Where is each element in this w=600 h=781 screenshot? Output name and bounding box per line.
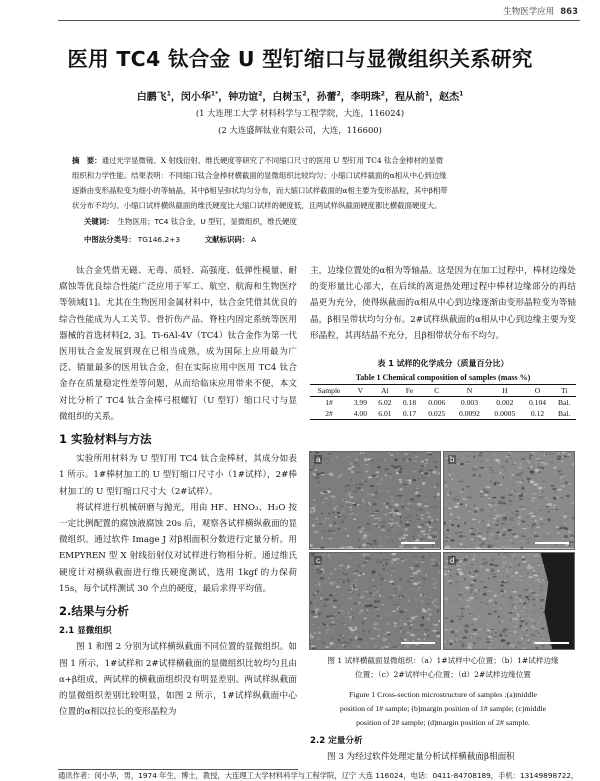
keywords-text: 生物医用；TC4 钛合金，U 型钉，显微组织，维氏硬度 xyxy=(117,217,297,226)
chemical-composition-table xyxy=(310,384,576,420)
table-header-cell: Fe xyxy=(405,386,414,396)
scale-bar xyxy=(401,542,435,544)
author-superscript: 2 xyxy=(258,90,263,98)
clc-code: TG146.2+3 xyxy=(137,235,181,244)
table-cell: 4.00 xyxy=(353,409,367,419)
table-cell: 6.02 xyxy=(378,398,392,408)
abstract xyxy=(72,153,542,213)
abstract-label: 摘 要： xyxy=(72,156,102,165)
table-cell: 1# xyxy=(325,398,333,408)
table-cell: 0.104 xyxy=(528,398,547,408)
table-cell: 0.12 xyxy=(530,409,545,419)
keywords xyxy=(84,216,297,227)
table-row xyxy=(310,397,576,409)
right-column xyxy=(310,263,576,420)
scale-bar xyxy=(535,642,569,644)
running-header xyxy=(503,5,578,17)
table-cell: Bal. xyxy=(558,398,571,408)
table-cell: 3.99 xyxy=(353,398,367,408)
caption-line: 图 1 试样横截面显微组织：（a）1#试样中心位置；（b）1#试样边缘 xyxy=(327,656,559,665)
table-cell: 0.006 xyxy=(428,398,446,408)
table-cell: Bal. xyxy=(558,409,571,419)
section-1-paragraph: 将试样进行机械研磨与抛光，用由 HF、HNO₃、H₂O 按一定比例配置的腐蚀液腐蚀 20s 后，观察各试样横纵截面的显微组织。通过软件 Image J 对β相面积分数进行定量分析。用 EMPYREN 型 X 射线衍射仪对试样进行物相分析。通过维氏硬度计对横纵截面进行维氏硬度测试，选用 1kgf 的力保荷 15s，每个试样测试 30 个点的硬度，最后求得平均值。 xyxy=(59,502,297,594)
table-body xyxy=(310,397,576,420)
table-cell: 0.17 xyxy=(402,409,417,419)
author-name: 白鹏飞 xyxy=(136,92,167,103)
table-cell: 0.0005 xyxy=(494,409,516,419)
paper-title: 医用 TC4 钛合金 U 型钉缩口与显微组织关系研究 xyxy=(67,47,533,71)
figure-1-caption-en xyxy=(309,688,577,729)
doc-code-label: 文献标识码： xyxy=(204,235,250,244)
section-1-paragraph: 实验所用材料为 U 型钉用 TC4 钛合金棒材，其成分如表 1 所示。1#棒材加工的 U 型钉缩口尺寸小（1#试样），2#棒材加工的 U 型钉缩口尺寸大（2#试样）。 xyxy=(59,454,297,497)
abstract-line: 通过光学显微镜、X 射线衍射、维氏硬度等研究了不同缩口尺寸的医用 U 型钉用 TC4 钛合金棒材的显微 xyxy=(101,156,444,165)
footnote-rule xyxy=(58,769,298,770)
table-row xyxy=(310,408,576,420)
left-column xyxy=(59,263,297,720)
affiliation-2: (2 大连盛辉钛业有限公司，大连，116600) xyxy=(218,125,382,135)
author-superscript: 2 xyxy=(380,90,385,98)
author-name: 孙蕾 xyxy=(316,92,337,103)
table-header-cell: C xyxy=(434,386,440,396)
scale-bar xyxy=(535,542,569,544)
section-2-1-heading: 2.1 显微组织 xyxy=(59,626,112,637)
author-name: 程从前 xyxy=(394,92,425,103)
author-list: 白鹏飞$^1$，闵小华$^{1*}$，钟功谊$^2$，白树玉$^2$，孙蕾$^2$，李明珠$^2$，程从前$^1$，赵杰$^1$ xyxy=(136,90,464,103)
micrograph-panel-d xyxy=(443,552,575,651)
table-header-cell: H xyxy=(502,386,508,396)
table-cell: 0.0092 xyxy=(459,409,480,419)
table-cell: 6.01 xyxy=(378,409,392,419)
table-caption-cn: 表 1 试样的化学成分（质量百分比） xyxy=(377,359,509,369)
table-cell: 0.002 xyxy=(496,398,514,408)
section-2-2-heading: 2.2 定量分析 xyxy=(310,736,363,746)
section-1-heading: 1 实验材料与方法 xyxy=(59,432,152,447)
table-header-cell: V xyxy=(357,386,364,396)
clc-label: 中图法分类号： xyxy=(84,235,136,244)
micrograph-panel-c xyxy=(309,552,441,651)
doc-code: A xyxy=(251,235,257,244)
classification xyxy=(84,234,256,245)
intro-paragraph: 钛合金凭借无磁、无毒、质轻、高强度、低弹性模量、耐腐蚀等优良综合性能广泛应用于军工、航空、航海和生物医疗等领域[1]。尤其在生物医用金属材料中，钛合金凭借其优良的综合性能成为人工关节、骨折伤产品、脊柱内固定系统等医用器械的首选材料[2, 3]。Ti-6Al-4V（TC4）钛合金作为第一代医用钛合金发展到现在已相当成熟，成为国际上应用最为广泛、销量最多的医用钛合金，但在实际应用中医用 TC4 钛合金存在质量稳定性差等问题，从而给临床应用带来不便，本文对比分析了 TC4 钛合金棒弓根螺钉（U 型钉）缩口尺寸与显微组织的关系。 xyxy=(59,266,297,422)
micrograph-panel-a xyxy=(309,451,441,550)
abstract-line: 状分布不均匀。小缩口试样横纵截面的维氏硬度比大缩口试样的硬度低，且两试样纵截面硬度都比横截面硬度大。 xyxy=(72,201,442,210)
table-cell: 0.18 xyxy=(402,398,417,408)
affiliation-1: (1 大连理工大学 材料科学与工程学院，大连，116024) xyxy=(195,108,405,118)
caption-line: position of 1# sample; (b)margin position of 1# sample; (c)middle xyxy=(339,703,547,713)
author-superscript: 2 xyxy=(336,90,341,98)
author-superscript: 1 xyxy=(424,90,430,98)
table-cell: 0.003 xyxy=(460,398,479,408)
panel-label: d xyxy=(450,555,455,565)
author-name: 钟功谊 xyxy=(228,92,259,103)
page-number: 863 xyxy=(560,7,578,17)
figure-1-micrographs xyxy=(309,451,575,650)
caption-line: Figure 1 Cross-section microstructure of samples :(a)middle xyxy=(349,690,537,699)
table-header-cell: N xyxy=(466,386,473,396)
abstract-line: 逐渐由变形晶粒变为细小的等轴晶，其中β相呈弥状均匀分布，而大缩口试样截面的α相主要为变形晶粒，其中β相带 xyxy=(72,186,448,195)
section-2-1-paragraph: 图 1 和图 2 分别为试样横纵截面不同位置的显微组织。如图 1 所示，1#试样和 2#试样横截面的显微组织比较均匀且由α+β组成，两试样的横截面组织没有明显差别。两试样纵截面的显微组织差别比较明显，如图 2 所示，1#试样纵截面中心位置的α相以拉长的变形晶粒为 xyxy=(59,642,297,718)
author-superscript: 1* xyxy=(210,90,219,98)
journal-name: 生物医学应用 xyxy=(503,7,555,17)
author-name: 白树玉 xyxy=(272,92,303,103)
caption-line: 位置；（c）2#试样中心位置；（d）2#试样边缘位置 xyxy=(355,669,531,679)
caption-line: position of 2# sample; (d)margin position of 2# sample. xyxy=(356,717,530,727)
author-superscript: 1 xyxy=(459,90,464,98)
scale-bar xyxy=(401,642,435,644)
continued-paragraph: 主，边缘位置处的α相为等轴晶。这是因为在加工过程中，棒材边缘处的变形量比心部大，在后续的离退热处理过程中棒材边缘部分的再结晶更为充分，使得纵截面的α相从中心到边缘逐渐由变形晶粒变为等轴晶，β相呈带状均匀分布。2#试样纵截面的α相从中心到边缘主要为变形晶粒，其再结晶不充分，且β相带状分布不均匀。 xyxy=(310,266,576,341)
header-rule xyxy=(58,20,580,21)
table-caption-en: Table 1 Chemical composition of samples (mass %) xyxy=(355,373,531,383)
author-name: 闵小华 xyxy=(180,92,211,103)
table-cell: 0.025 xyxy=(428,409,446,419)
panel-label: a xyxy=(316,455,321,464)
table-header-cell: Al xyxy=(381,386,389,396)
author-name: 李明珠 xyxy=(350,92,381,103)
panel-label: b xyxy=(450,455,455,464)
section-2-heading: 2.结果与分析 xyxy=(59,604,129,619)
panel-label: c xyxy=(316,555,320,565)
table-header-row xyxy=(310,385,576,397)
author-name: 赵杰 xyxy=(439,92,460,103)
figure-1-caption-cn xyxy=(309,654,577,682)
section-2-2-paragraph: 图 3 为经过软件处理定量分析试样横截面β相面积 xyxy=(327,752,515,763)
table-cell: 2# xyxy=(325,409,333,419)
author-superscript: 2 xyxy=(302,90,307,98)
table-header-cell: Sample xyxy=(317,386,341,396)
corresponding-author-footnote: 通讯作者：闵小华，男，1974 年生，博士，教授，大连理工大学材料科学与工程学院，辽宁 大连 116024，电话：0411-84708189，手机：13149898722， xyxy=(58,771,579,780)
table-header-cell: Ti xyxy=(561,386,568,396)
table-header-cell: O xyxy=(534,386,541,396)
micrograph-panel-b xyxy=(443,451,575,550)
author-superscript: 1 xyxy=(166,90,171,98)
section-2-2 xyxy=(310,733,576,765)
abstract-line: 组织和力学性能。结果表明：不同缩口钛合金棒材横截面的显微组织比较均匀；小缩口试样截面的α相从中心到边缘 xyxy=(72,171,447,180)
keywords-label: 关键词： xyxy=(84,217,114,226)
